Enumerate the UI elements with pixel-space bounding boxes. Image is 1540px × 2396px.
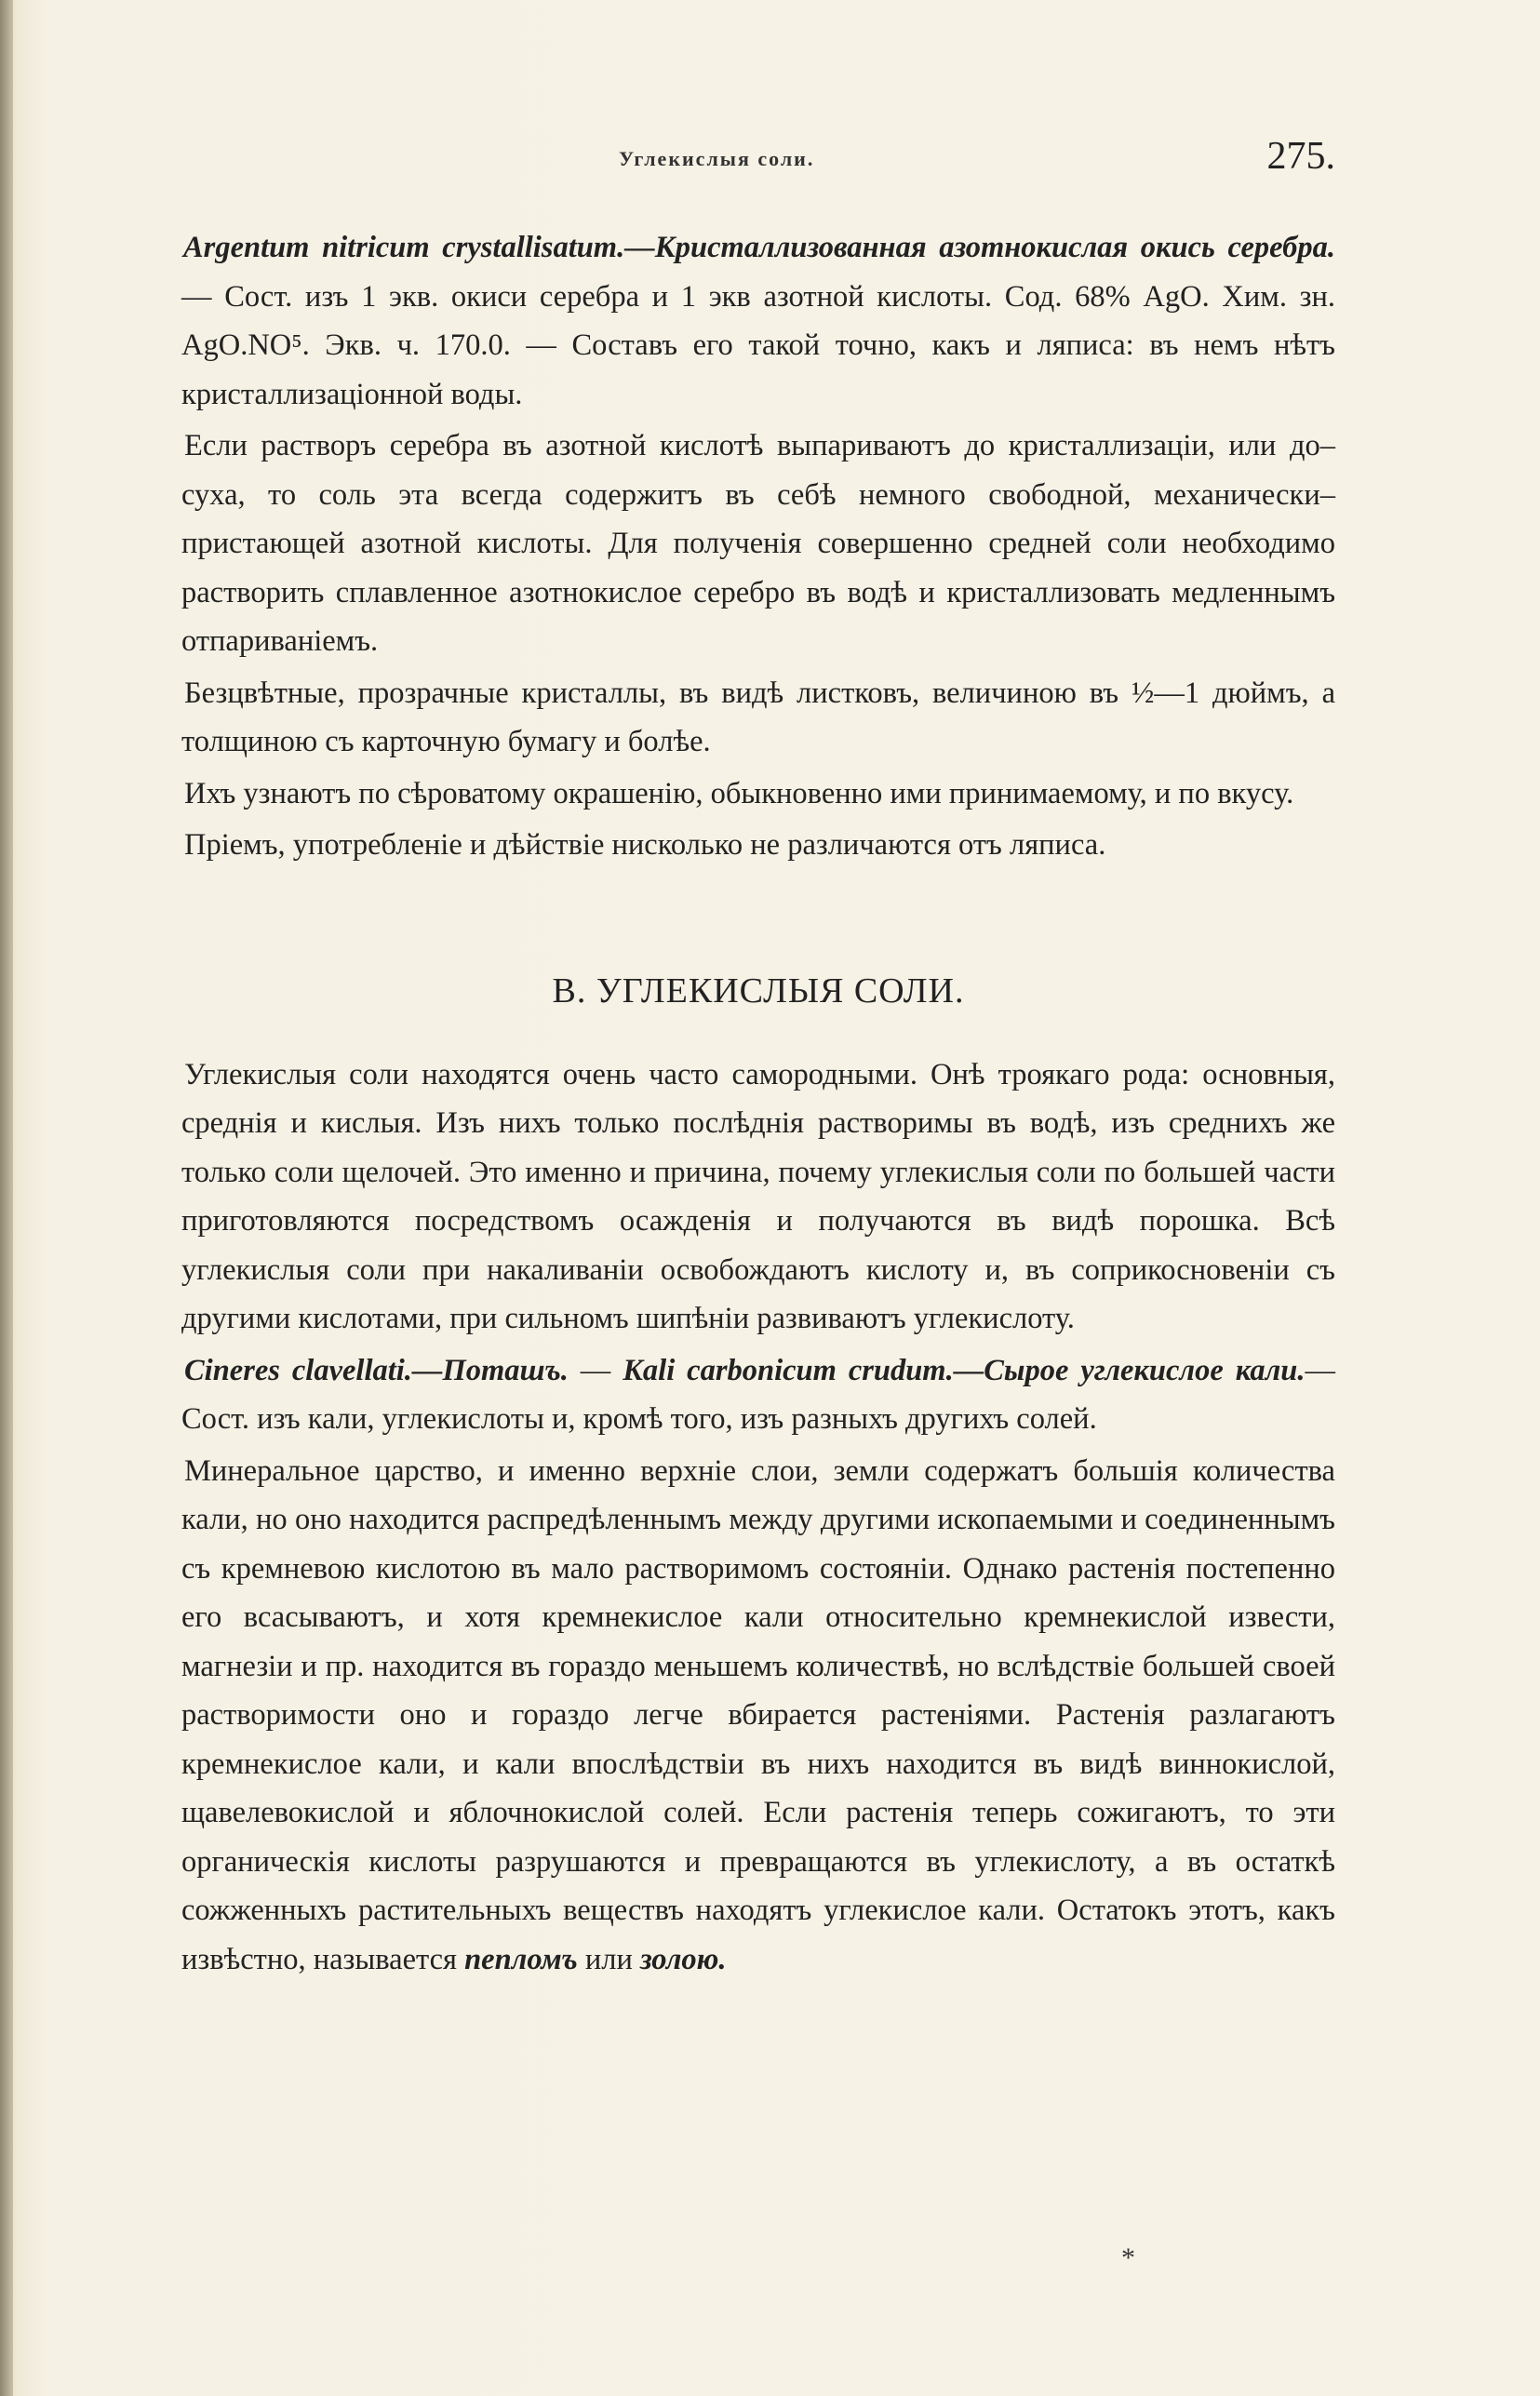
paragraph-mineral-kingdom — [181, 1447, 1335, 1985]
paragraph-recognition: Ихъ узнаютъ по сѣроватому окрашенію, обыкновенно ими принимаемому, и по вкусу. — [184, 776, 1294, 810]
paragraph-text: Минеральное царство, и именно верхніе слои, земли содержатъ большія количества кали, но оно находится распредѣленнымъ между другими ископаемыми и соединеннымъ съ кремневою кислотою въ мало растворимомъ состояніи. Однако растенія постепенно его всасываютъ, и хотя кремнекислое кали относительно кремнекислой извести, магнезіи и пр. находится въ гораздо меньшемъ количествѣ, но вслѣдствіе большей своей растворимости оно и гораздо легче вбирается растеніями. Растенія разлагаютъ кремнекислое кали, и кали впослѣдствіи въ нихъ находится въ видѣ виннокислой, щавелевокислой и яблочнокислой солей. Если растенія теперь сожигаютъ, то эти органическія кислоты разрушаются и превращаются въ углекислоту, а въ остаткѣ сожженныхъ растительныхъ веществъ находятъ углекислое кали. Остатокъ этотъ, какъ извѣстно, называется — [181, 1453, 1335, 1976]
russian-term: Сырое углекислое кали. — [984, 1353, 1306, 1387]
footer-mark: * — [1121, 2242, 1135, 2273]
page-header — [181, 135, 1335, 195]
paragraph-text: —Сост. изъ кали, углекислоты и, кромѣ того, изъ разныхъ другихъ солей. — [181, 1353, 1335, 1436]
paragraph-carbonates-intro: Углекислыя соли находятся очень часто самородными. Онѣ троякаго рода: основныя, среднія и кислыя. Изъ нихъ только послѣднія растворимы въ водѣ, изъ среднихъ же только соли щелочей. Это именно и причина, почему углекислыя соли по большей части приготовляются посредствомъ осажденія и получаются въ видѣ порошка. Всѣ углекислыя соли при накаливаніи освобождаютъ кислоту и, въ соприкосновеніи съ другими кислотами, при сильномъ шипѣніи развиваютъ углекислоту. — [181, 1057, 1335, 1335]
page-body — [181, 223, 1335, 1987]
section-heading: B. УГЛЕКИСЛЫЯ СОЛИ. — [552, 970, 965, 1011]
italic-term: пепломъ — [464, 1942, 578, 1976]
paragraph-preparation: Если растворъ серебра въ азотной кислотѣ выпариваютъ до кристаллизаціи, или до–суха, то соль эта всегда содержитъ въ себѣ немного свободной, механически–пристающей азотной кислоты. Для полученія совершенно средней соли необходимо растворить сплавленное азотнокислое серебро въ водѣ и кристаллизовать медленнымъ отпариваніемъ. — [181, 429, 1335, 658]
paragraph-argentum-nitricum — [181, 223, 1335, 419]
latin-term: Argentum nitricum crystallisatum.— — [183, 231, 655, 264]
conjunction: или — [577, 1942, 641, 1976]
russian-term: Кристаллизованная азотнокислая окись серебра. — [654, 231, 1335, 264]
separator: — — [568, 1353, 623, 1387]
book-spine-shadow — [0, 0, 13, 2396]
russian-term: Поташъ. — [442, 1353, 569, 1387]
paragraph-text: — Сост. изъ 1 экв. окиси серебра и 1 экв азотной кислоты. Сод. 68% AgO. Хим. зн. AgO.NO⁵. Экв. ч. 170.0. — Составъ его такой точно, какъ и ляписа: въ немъ нѣтъ кристаллизаціонной воды. — [181, 279, 1335, 411]
italic-term: золою. — [640, 1942, 727, 1976]
paragraph-dosage: Пріемъ, употребленіе и дѣйствіе нисколько не различаются отъ ляписа. — [184, 828, 1106, 862]
latin-term: Cineres clavellati.— — [184, 1353, 443, 1387]
latin-term: Kali carbonicum crudum.— — [623, 1353, 984, 1387]
paragraph-potash — [181, 1346, 1335, 1444]
paragraph-crystals: Безцвѣтные, прозрачные кристаллы, въ видѣ листковъ, величиною въ ½—1 дюймъ, а толщиною съ карточную бумагу и болѣе. — [181, 676, 1335, 758]
page-number: 275. — [1266, 135, 1335, 178]
running-head: Углекислыя соли. — [619, 147, 815, 170]
